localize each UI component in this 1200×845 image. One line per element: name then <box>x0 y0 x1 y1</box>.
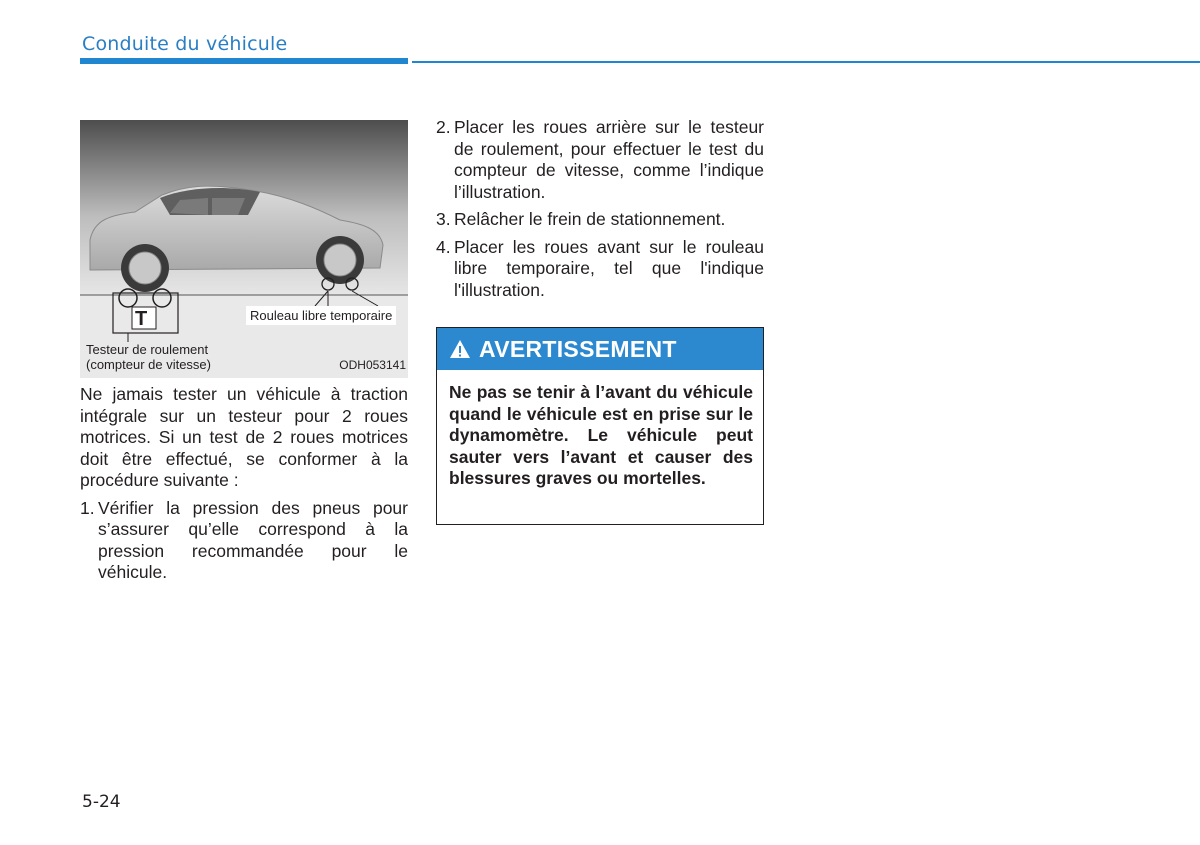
step-text: Vérifier la pression des pneus pour s’assurer qu’elle correspond à la pression recommandée pour le véhicule. <box>98 497 408 582</box>
tester-label-line2: (compteur de vitesse) <box>86 357 211 372</box>
roller-label: Rouleau libre temporaire <box>246 306 396 325</box>
step-text: Relâcher le frein de stationnement. <box>454 209 726 229</box>
tester-label-line1: Testeur de roulement <box>86 342 209 357</box>
intro-paragraph: Ne jamais tester un véhicule à traction intégrale sur un testeur pour 2 roues motrices. Si un test de 2 roues motrices doit être effectué, se conformer à la procédure suivante : <box>80 384 408 490</box>
section-title: Conduite du véhicule <box>82 33 288 55</box>
tester-symbol: T <box>135 308 148 330</box>
warning-triangle-icon <box>449 339 471 359</box>
step-2 <box>436 117 764 203</box>
left-column <box>80 384 408 584</box>
dynamometer-illustration <box>80 120 408 378</box>
step-number: 1. <box>80 497 95 518</box>
warning-box <box>436 327 764 525</box>
step-text: Placer les roues arrière sur le testeur de roulement, pour effectuer le test du compteur de vitesse, comme l’indique l’illustration. <box>454 117 764 202</box>
step-4 <box>436 237 764 302</box>
step-number: 4. <box>436 236 451 257</box>
header-rule <box>412 61 1200 63</box>
tester-label <box>86 342 211 372</box>
right-column <box>436 117 764 301</box>
page-number: 5-24 <box>82 792 121 812</box>
car-on-rollers-drawing <box>80 120 408 378</box>
step-number: 3. <box>436 209 451 229</box>
step-3 <box>436 209 764 231</box>
figure-code: ODH053141 <box>339 358 406 372</box>
warning-title: AVERTISSEMENT <box>479 335 677 362</box>
step-number: 2. <box>436 117 451 137</box>
step-text: Placer les roues avant sur le rouleau libre temporaire, tel que l'indique l'illustration. <box>454 236 764 300</box>
warning-text: Ne pas se tenir à l’avant du véhicule quand le véhicule est en prise sur le dynamomètre. Le véhicule peut sauter vers l’avant et causer des blessures graves ou mortelles. <box>449 382 753 488</box>
header-accent-bar <box>80 58 408 64</box>
warning-header <box>437 328 763 370</box>
step-1 <box>80 498 408 584</box>
